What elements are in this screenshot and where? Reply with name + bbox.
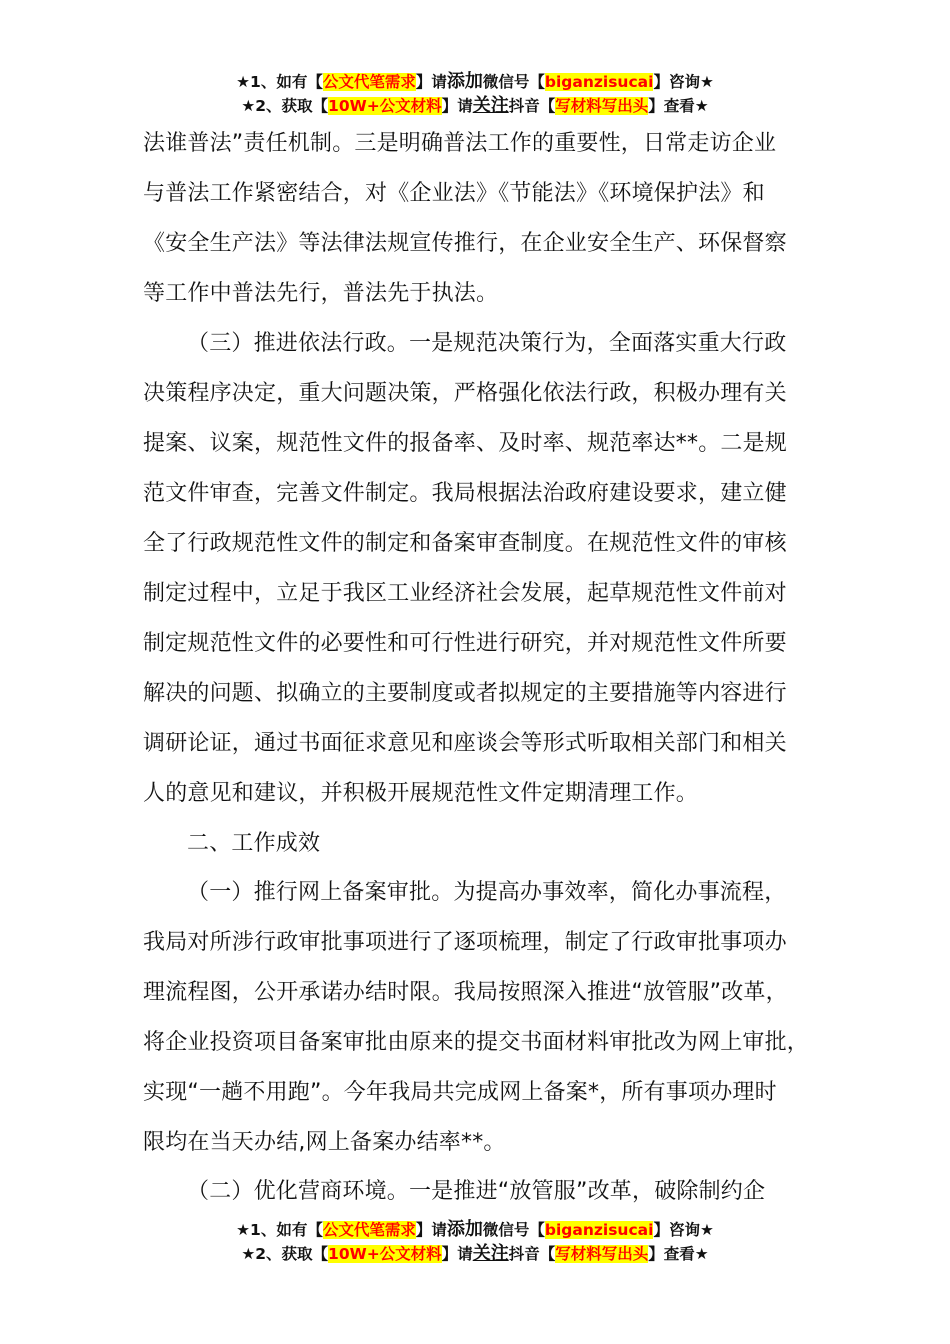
footer-banner-line-1 <box>0 1218 950 1242</box>
banner-emphasis: 添加 <box>446 71 483 92</box>
banner-wechat-id: biganzisucai <box>544 73 654 91</box>
body-line: 《安全生产法》等法律法规宣传推行，在企业安全生产、环保督察 <box>143 231 787 256</box>
banner-highlight: 10W+公文材料 <box>328 97 442 115</box>
body-line: 人的意见和建议，并积极开展规范性文件定期清理工作。 <box>143 781 699 806</box>
banner-wechat-id: biganzisucai <box>544 1221 654 1239</box>
body-line: 制定过程中，立足于我区工业经济社会发展，起草规范性文件前对 <box>143 581 787 606</box>
body-line: 理流程图，公开承诺办结时限。我局按照深入推进“放管服”改革， <box>143 980 788 1005</box>
banner-text: 微信号【 <box>482 1221 545 1239</box>
banner-text: ★1、如有【 <box>236 73 323 91</box>
banner-highlight: 公文代笔需求 <box>322 1221 416 1239</box>
body-line: 全了行政规范性文件的制定和备案审查制度。在规范性文件的审核 <box>143 531 787 556</box>
section-heading: （二）优化营商环境。一是推进“放管服”改革，破除制约企 <box>187 1179 766 1204</box>
banner-text: ★1、如有【 <box>236 1221 323 1239</box>
body-line: 范文件审查，完善文件制定。我局根据法治政府建设要求，建立健 <box>143 481 787 506</box>
banner-text: 】咨询★ <box>653 73 714 91</box>
header-banner-line-1 <box>0 70 950 94</box>
body-line: 与普法工作紧密结合，对《企业法》《节能法》《环境保护法》和 <box>143 181 765 206</box>
banner-text: 】请 <box>441 1245 473 1263</box>
body-line: 限均在当天办结,网上备案办结率**。 <box>143 1130 506 1155</box>
banner-text: 抖音【 <box>508 1245 556 1263</box>
body-line: 制定规范性文件的必要性和可行性进行研究，并对规范性文件所要 <box>143 631 787 656</box>
banner-text: ★2、获取【 <box>241 97 329 115</box>
section-heading: （一）推行网上备案审批。为提高办事效率，简化办事流程， <box>187 880 787 905</box>
banner-emphasis: 添加 <box>446 1219 483 1240</box>
body-line: 我局对所涉行政审批事项进行了逐项梳理，制定了行政审批事项办 <box>143 930 787 955</box>
banner-highlight: 10W+公文材料 <box>328 1245 442 1263</box>
banner-text: 】查看★ <box>648 97 709 115</box>
banner-emphasis: 关注 <box>472 95 509 116</box>
banner-text: 】查看★ <box>648 1245 709 1263</box>
body-line: 实现“一趟不用跑”。今年我局共完成网上备案*，所有事项办理时 <box>143 1080 777 1105</box>
body-line: 调研论证，通过书面征求意见和座谈会等形式听取相关部门和相关 <box>143 731 787 756</box>
banner-highlight: 写材料写出头 <box>555 1245 649 1263</box>
body-line: 将企业投资项目备案审批由原来的提交书面材料审批改为网上审批， <box>143 1030 810 1055</box>
banner-highlight: 公文代笔需求 <box>322 73 416 91</box>
section-heading: 二、工作成效 <box>187 831 321 856</box>
banner-text: 】请 <box>415 1221 447 1239</box>
banner-highlight: 写材料写出头 <box>555 97 649 115</box>
body-line: 法谁普法”责任机制。三是明确普法工作的重要性，日常走访企业 <box>143 131 777 156</box>
banner-text: 】咨询★ <box>653 1221 714 1239</box>
banner-text: 】请 <box>415 73 447 91</box>
banner-text: 抖音【 <box>508 97 556 115</box>
body-line: 提案、议案，规范性文件的报备率、及时率、规范率达**。二是规 <box>143 431 788 456</box>
footer-banner-line-2 <box>0 1242 950 1266</box>
banner-text: 微信号【 <box>482 73 545 91</box>
body-line: 等工作中普法先行，普法先于执法。 <box>143 281 499 306</box>
banner-text: ★2、获取【 <box>241 1245 329 1263</box>
header-banner-line-2 <box>0 94 950 118</box>
section-heading: （三）推进依法行政。一是规范决策行为，全面落实重大行政 <box>187 331 787 356</box>
banner-text: 】请 <box>441 97 473 115</box>
banner-emphasis: 关注 <box>472 1243 509 1264</box>
body-line: 解决的问题、拟确立的主要制度或者拟规定的主要措施等内容进行 <box>143 681 787 706</box>
body-line: 决策程序决定，重大问题决策，严格强化依法行政，积极办理有关 <box>143 381 787 406</box>
